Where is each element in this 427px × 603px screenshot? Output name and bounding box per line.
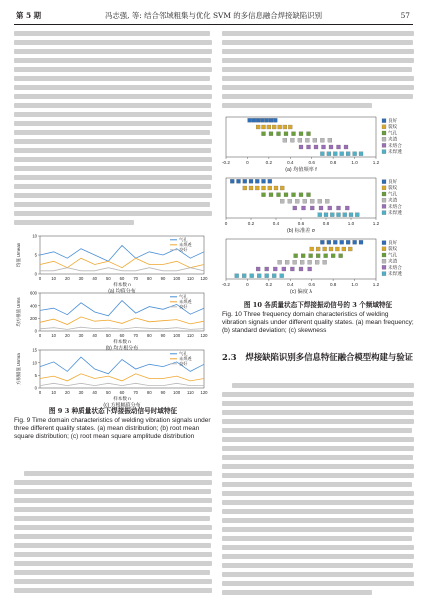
x-tick-label: 90 (160, 333, 166, 338)
data-point (298, 138, 302, 142)
data-point (273, 267, 277, 271)
y-axis-label: 均方根值 Urms (16, 297, 21, 327)
data-point (243, 186, 247, 190)
legend-label: 夹渣 (388, 258, 398, 264)
subplot-label: (a) 均值频率 f (285, 167, 317, 173)
section-number: 2.3 (222, 352, 237, 362)
data-point (328, 206, 332, 210)
series-line (40, 374, 204, 381)
page-number: 57 (400, 11, 410, 20)
legend-label: 未焊透 (179, 299, 192, 304)
subplot-label: (c) 偏度 λ (290, 289, 312, 295)
x-tick-label: 1.0 (351, 282, 358, 287)
data-point (249, 186, 253, 190)
x-tick-label: -0.2 (222, 282, 230, 287)
legend-swatch (382, 131, 386, 135)
data-point (262, 179, 266, 183)
data-point (278, 125, 282, 129)
x-tick-label: 60 (119, 390, 125, 395)
data-point (283, 125, 287, 129)
data-point (330, 213, 334, 217)
series-line (40, 258, 204, 268)
x-tick-label: 0 (38, 333, 42, 338)
legend-label: 气孔 (179, 237, 188, 242)
subplot-frame (226, 117, 376, 157)
x-tick-label: 80 (146, 333, 152, 338)
data-point (252, 118, 256, 122)
x-tick-label: 110 (186, 333, 194, 338)
data-point (307, 132, 311, 136)
data-point (323, 247, 327, 251)
data-point (346, 152, 350, 156)
x-tick-label: 100 (173, 276, 181, 281)
x-tick-label: 10 (51, 333, 57, 338)
data-point (277, 193, 281, 197)
data-point (359, 152, 363, 156)
y-tick-label: 400 (30, 303, 37, 309)
x-tick-label: 0.2 (265, 282, 273, 287)
data-point (262, 193, 266, 197)
data-point (242, 274, 246, 278)
x-tick-label: 0 (246, 282, 249, 287)
x-tick-label: 0.4 (287, 160, 294, 165)
subplot-label: (b) 标准差 σ (287, 228, 315, 234)
data-point (293, 206, 297, 210)
data-point (256, 118, 260, 122)
data-point (285, 260, 289, 264)
data-point (257, 274, 261, 278)
data-point (260, 118, 264, 122)
data-point (249, 179, 253, 183)
data-point (272, 125, 276, 129)
legend-swatch (382, 259, 386, 263)
x-tick-label: 20 (64, 276, 70, 281)
data-point (272, 274, 276, 278)
data-point (323, 260, 327, 264)
x-tick-label: 0.4 (272, 221, 280, 226)
data-point (329, 247, 333, 251)
x-tick-label: 30 (78, 333, 84, 338)
x-tick-label: 0.4 (287, 282, 294, 287)
data-point (255, 179, 259, 183)
x-tick-label: 110 (186, 390, 194, 395)
x-tick-label: 0 (38, 276, 42, 281)
y-tick-label: 0 (34, 385, 37, 391)
subplot-label: (a) 均值分布 (108, 288, 136, 295)
legend-swatch (382, 137, 386, 141)
data-point (328, 138, 332, 142)
legend-swatch (382, 125, 386, 129)
x-tick-label: 0 (246, 160, 249, 165)
x-tick-label: 100 (173, 333, 181, 338)
legend-swatch (382, 204, 386, 208)
x-tick-label: 40 (92, 276, 98, 281)
data-point (320, 240, 324, 244)
data-point (267, 125, 271, 129)
legend-label: 未焊透 (179, 356, 192, 361)
data-point (314, 145, 318, 149)
data-point (295, 199, 299, 203)
data-point (280, 199, 284, 203)
legend-swatch (382, 272, 386, 276)
x-tick-label: 60 (119, 276, 125, 281)
data-point (340, 152, 344, 156)
legend-swatch (382, 143, 386, 147)
x-tick-label: 0 (224, 221, 228, 226)
data-point (278, 260, 282, 264)
data-point (294, 254, 298, 258)
legend-label: 裂纹 (388, 124, 398, 130)
y-tick-label: 0 (34, 328, 37, 334)
data-point (301, 254, 305, 258)
data-point (320, 152, 324, 156)
x-tick-label: 60 (119, 333, 125, 338)
subplot-frame (226, 239, 376, 279)
data-point (262, 186, 266, 190)
legend-label: 良好 (388, 240, 398, 245)
data-point (268, 179, 272, 183)
data-point (337, 206, 341, 210)
data-point (322, 145, 326, 149)
y-tick-label: 15 (32, 347, 37, 353)
legend-label: 未焊透 (388, 149, 402, 154)
data-point (310, 199, 314, 203)
legend-swatch (382, 186, 386, 190)
x-tick-label: 10 (51, 390, 57, 395)
data-point (333, 240, 337, 244)
x-tick-label: 1.0 (351, 160, 358, 165)
data-point (269, 118, 273, 122)
x-tick-label: 50 (105, 333, 111, 338)
data-point (265, 267, 269, 271)
data-point (280, 186, 284, 190)
data-point (348, 247, 352, 251)
x-tick-label: 0.2 (247, 221, 255, 226)
data-point (273, 118, 277, 122)
x-tick-label: 0.8 (329, 160, 337, 165)
data-point (307, 193, 311, 197)
data-point (324, 213, 328, 217)
figure-10-subplot (222, 239, 402, 295)
x-tick-label: 0.6 (308, 282, 315, 287)
legend-label: 夹渣 (388, 136, 398, 142)
data-point (303, 199, 307, 203)
data-point (268, 186, 272, 190)
data-point (353, 152, 357, 156)
data-point (315, 260, 319, 264)
data-point (280, 274, 284, 278)
data-point (250, 274, 254, 278)
legend-swatch (382, 241, 386, 245)
legend-label: 良好 (179, 304, 188, 309)
data-point (299, 193, 303, 197)
x-tick-label: 20 (64, 390, 70, 395)
data-point (331, 254, 335, 258)
legend-label: 未焊透 (179, 242, 192, 247)
y-tick-label: 600 (30, 290, 37, 296)
legend-label: 夹渣 (388, 197, 398, 203)
x-tick-label: 70 (133, 333, 139, 338)
data-point (269, 193, 273, 197)
data-point (277, 132, 281, 136)
x-tick-label: 80 (146, 276, 152, 281)
data-point (316, 254, 320, 258)
data-point (327, 240, 331, 244)
data-point (345, 206, 349, 210)
data-point (299, 267, 303, 271)
data-point (318, 199, 322, 203)
x-tick-label: 120 (200, 276, 208, 281)
data-point (283, 138, 287, 142)
y-axis-label: 方根幅值 Usmra (16, 353, 21, 385)
figure-9-subplot (15, 291, 208, 352)
legend-swatch (382, 253, 386, 257)
data-point (230, 179, 234, 183)
x-tick-label: 40 (92, 333, 98, 338)
data-point (344, 145, 348, 149)
x-tick-label: 90 (160, 390, 166, 395)
x-tick-label: 0.8 (322, 221, 330, 226)
data-point (316, 247, 320, 251)
data-point (290, 138, 294, 142)
legend-swatch (382, 119, 386, 123)
legend-swatch (382, 198, 386, 202)
legend-label: 气孔 (388, 191, 398, 197)
issue-label: 第 5 期 (16, 11, 42, 20)
figure-9-chart (14, 232, 212, 409)
legend-swatch (382, 192, 386, 196)
x-tick-label: 20 (64, 333, 70, 338)
data-point (265, 118, 269, 122)
x-tick-label: 120 (200, 333, 208, 338)
x-tick-label: 70 (133, 276, 139, 281)
subplot-label: (c) 方根幅值分布 (103, 402, 141, 409)
y-tick-label: 200 (30, 315, 37, 321)
data-point (292, 132, 296, 136)
data-point (299, 132, 303, 136)
x-tick-label: 10 (51, 276, 57, 281)
data-point (329, 145, 333, 149)
x-tick-label: 50 (105, 276, 111, 281)
data-point (243, 179, 247, 183)
data-point (319, 206, 323, 210)
data-point (292, 193, 296, 197)
data-point (299, 145, 303, 149)
data-point (269, 132, 273, 136)
data-point (235, 274, 239, 278)
data-point (325, 199, 329, 203)
running-header (14, 8, 413, 25)
data-point (308, 267, 312, 271)
data-point (318, 213, 322, 217)
data-point (333, 152, 337, 156)
x-tick-label: 0 (38, 390, 42, 395)
figure-9-subplot (15, 234, 208, 295)
legend-label: 未焊透 (388, 271, 402, 276)
data-point (339, 254, 343, 258)
legend-swatch (382, 265, 386, 269)
data-point (310, 247, 314, 251)
data-point (262, 132, 266, 136)
data-point (265, 274, 269, 278)
data-point (343, 213, 347, 217)
running-title: 冯志强, 等: 结合邻域粗集与优化 SVM 的多信息融合焊接缺陷识别 (105, 11, 322, 20)
data-point (320, 138, 324, 142)
subplot-label: (b) 均方根分布 (105, 345, 139, 352)
series-line (40, 383, 204, 385)
data-point (288, 125, 292, 129)
data-point (288, 199, 292, 203)
data-point (282, 267, 286, 271)
data-point (290, 267, 294, 271)
data-point (340, 240, 344, 244)
x-tick-label: 70 (133, 390, 139, 395)
figure-9-caption-en: Fig. 9 Time domain characteristics of welding vibration signals under three different quality states. (a) mean distribution; (b) root mean square distribution; (c) root mean square amplitude distribution (14, 417, 211, 441)
data-point (346, 240, 350, 244)
x-tick-label: 80 (146, 390, 152, 395)
data-point (248, 118, 252, 122)
legend-label: 气孔 (179, 351, 188, 356)
x-tick-label: 1.2 (372, 221, 380, 226)
series-line (40, 317, 204, 325)
x-axis-label: 样本数 n (113, 282, 131, 287)
legend-label: 未焊透 (388, 210, 402, 215)
series-line (40, 327, 204, 329)
data-point (342, 247, 346, 251)
figure-10-title: 图 10 各质量状态下焊接振动信号的 3 个频域特征 (243, 301, 393, 309)
legend-label: 良好 (388, 118, 398, 123)
data-point (302, 206, 306, 210)
data-point (335, 247, 339, 251)
legend-label: 气孔 (388, 130, 398, 136)
x-tick-label: 0.6 (297, 221, 305, 226)
data-point (305, 138, 309, 142)
legend-swatch (382, 211, 386, 215)
legend-label: 未熔合 (388, 203, 402, 209)
data-point (309, 254, 313, 258)
data-point (355, 213, 359, 217)
legend-label: 裂纹 (388, 246, 398, 252)
figure-9-subplot (15, 348, 208, 409)
y-tick-label: 10 (32, 233, 37, 239)
data-point (274, 186, 278, 190)
series-line (40, 268, 204, 271)
x-tick-label: 110 (186, 276, 194, 281)
x-tick-label: 0.6 (308, 160, 315, 165)
y-tick-label: 0 (34, 271, 37, 277)
legend-label: 气孔 (179, 294, 188, 299)
x-tick-label: 90 (160, 276, 166, 281)
figure-10-chart (222, 115, 414, 297)
legend-label: 气孔 (388, 252, 398, 258)
data-point (256, 125, 260, 129)
data-point (327, 152, 331, 156)
legend-label: 裂纹 (388, 185, 398, 191)
legend-label: 良好 (179, 361, 188, 366)
figure-10-subplot (222, 117, 402, 173)
figure-10-caption-en: Fig. 10 Three frequency domain characteristics of welding vibration signals under different quality states. (a) mean frequency; (b) standard deviation; (c) skewness (222, 311, 414, 335)
x-tick-label: 40 (92, 390, 98, 395)
data-point (262, 125, 266, 129)
x-tick-label: 0.2 (265, 160, 273, 165)
data-point (284, 193, 288, 197)
y-tick-label: 5 (34, 372, 37, 378)
data-point (308, 260, 312, 264)
x-tick-label: 1.0 (347, 221, 355, 226)
legend-label: 良好 (179, 247, 188, 252)
data-point (284, 132, 288, 136)
y-tick-label: 5 (34, 252, 37, 258)
data-point (255, 186, 259, 190)
x-tick-label: 120 (200, 390, 208, 395)
section-title: 焊接缺陷识别多信息特征融合模型构建与验证 (245, 352, 413, 362)
data-point (300, 260, 304, 264)
legend-swatch (382, 150, 386, 154)
data-point (256, 267, 260, 271)
data-point (313, 138, 317, 142)
x-tick-label: 0.8 (329, 282, 337, 287)
legend-label: 未熔合 (388, 142, 402, 148)
figure-9-title: 图 9 3 种质量状态下焊接振动信号时域特征 (48, 407, 178, 415)
x-tick-label: 30 (78, 276, 84, 281)
data-point (324, 254, 328, 258)
subplot-frame (226, 178, 376, 218)
data-point (337, 213, 341, 217)
data-point (293, 260, 297, 264)
legend-swatch (382, 180, 386, 184)
y-tick-label: 10 (32, 360, 37, 366)
data-point (237, 179, 241, 183)
x-tick-label: 1.2 (372, 160, 380, 165)
x-axis-label: 样本数 n (113, 396, 131, 401)
section-heading (222, 351, 413, 363)
data-point (310, 206, 314, 210)
legend-label: 良好 (388, 179, 398, 184)
data-point (337, 145, 341, 149)
data-point (353, 240, 357, 244)
x-tick-label: 100 (173, 390, 181, 395)
data-point (349, 213, 353, 217)
data-point (307, 145, 311, 149)
data-point (359, 240, 363, 244)
legend-label: 未熔合 (388, 264, 402, 270)
x-axis-label: 样本数 n (113, 339, 131, 344)
legend-swatch (382, 247, 386, 251)
x-tick-label: 1.2 (372, 282, 380, 287)
x-tick-label: 50 (105, 390, 111, 395)
y-axis-label: 均值 Umean (16, 242, 21, 268)
x-tick-label: 30 (78, 390, 84, 395)
x-tick-label: -0.2 (222, 160, 230, 165)
figure-10-subplot (225, 178, 402, 234)
